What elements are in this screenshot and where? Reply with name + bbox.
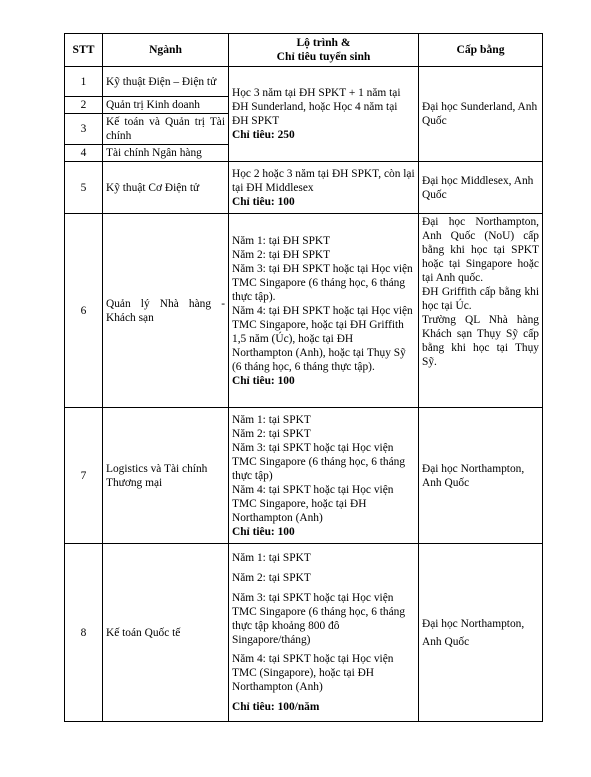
route-line: Năm 4: tại ĐH SPKT hoặc tại Học viện TMC Singapore, hoặc tại ĐH Griffith 1,5 năm (Úc), hoặc tại ĐH Northampton (Anh), hoặc tại Thụy Sỹ (6 tháng học, 6 tháng thực tập). xyxy=(232,304,413,373)
route-line: Năm 3: tại SPKT hoặc tại Học viện TMC Singapore (6 tháng học, 6 tháng thực tập) xyxy=(232,441,406,482)
quota-text: Chỉ tiêu: 250 xyxy=(232,129,295,141)
quota-text: Chỉ tiêu: 100 xyxy=(232,525,295,538)
stt-cell: 8 xyxy=(65,544,103,722)
route-line: Năm 2: tại ĐH SPKT xyxy=(232,248,331,261)
table-row xyxy=(65,162,543,214)
stt-cell: 5 xyxy=(65,162,103,214)
route-line: Năm 4: tại SPKT hoặc tại Học viện TMC Singapore, hoặc tại ĐH Northampton (Anh) xyxy=(232,483,394,524)
nganh-cell: Quản trị Kinh doanh xyxy=(103,97,229,114)
route-cell xyxy=(229,67,419,162)
table-row xyxy=(65,408,543,544)
route-text: Học 3 năm tại ĐH SPKT + 1 năm tại ĐH Sunderland, hoặc Học 4 năm tại ĐH SPKT xyxy=(232,87,401,127)
nganh-cell: Quản lý Nhà hàng - Khách sạn xyxy=(103,214,229,408)
degree-cell: Đại học Sunderland, Anh Quốc xyxy=(419,67,543,162)
degree-line: Đại học Northampton, Anh Quốc (NoU) cấp bằng khi học tại SPKT hoặc tại Singapore hoặc tại Anh quốc. xyxy=(422,216,539,284)
quota-text: Chỉ tiêu: 100/năm xyxy=(232,700,320,713)
stt-cell: 7 xyxy=(65,408,103,544)
header-lotrinh-line2: Chỉ tiêu tuyển sinh xyxy=(276,50,371,63)
header-nganh: Ngành xyxy=(103,34,229,67)
stt-cell: 1 xyxy=(65,67,103,97)
route-cell xyxy=(229,408,419,544)
route-line: Năm 2: tại SPKT xyxy=(232,571,311,584)
header-capbang: Cấp bằng xyxy=(419,34,543,67)
route-line: Năm 1: tại SPKT xyxy=(232,552,311,565)
stt-cell: 6 xyxy=(65,214,103,408)
table-header-row xyxy=(65,34,543,67)
route-cell xyxy=(229,162,419,214)
degree-cell: Đại học Middlesex, Anh Quốc xyxy=(419,162,543,214)
nganh-cell: Logistics và Tài chính Thương mại xyxy=(103,408,229,544)
stt-cell: 4 xyxy=(65,145,103,162)
quota-text: Chỉ tiêu: 100 xyxy=(232,195,295,208)
route-line: Năm 4: tại SPKT hoặc tại Học viện TMC (Singapore), hoặc tại ĐH Northampton (Anh) xyxy=(232,653,394,694)
degree-line: Trường QL Nhà hàng Khách sạn Thụy Sỹ cấp bằng khi học tại Thụy Sỹ. xyxy=(422,314,539,368)
degree-cell: Đại học Northampton, Anh Quốc xyxy=(419,544,543,722)
nganh-cell: Kỹ thuật Điện – Điện tử xyxy=(103,67,229,97)
route-line: Năm 3: tại ĐH SPKT hoặc tại Học viện TMC Singapore (6 tháng học, 6 tháng thực tập). xyxy=(232,262,413,303)
route-line: Năm 1: tại SPKT xyxy=(232,413,311,426)
route-cell xyxy=(229,544,419,722)
route-text: Học 2 hoặc 3 năm tại ĐH SPKT, còn lại tại ĐH Middlesex xyxy=(232,167,415,194)
nganh-cell: Kế toán và Quản trị Tài chính xyxy=(103,114,229,145)
table-row xyxy=(65,214,543,408)
header-lotrinh-line1: Lộ trình & xyxy=(296,36,351,49)
nganh-cell: Kỹ thuật Cơ Điện tử xyxy=(103,162,229,214)
program-table xyxy=(64,33,543,722)
table-row xyxy=(65,544,543,722)
degree-cell: Đại học Northampton, Anh Quốc xyxy=(419,408,543,544)
header-stt: STT xyxy=(65,34,103,67)
nganh-cell: Tài chính Ngân hàng xyxy=(103,145,229,162)
quota-text: Chỉ tiêu: 100 xyxy=(232,374,295,387)
degree-cell xyxy=(419,214,543,408)
degree-line: ĐH Griffith cấp bằng khi học tại Úc. xyxy=(422,286,539,312)
stt-cell: 3 xyxy=(65,114,103,145)
header-lotrinh xyxy=(229,34,419,67)
table-row xyxy=(65,67,543,97)
route-cell xyxy=(229,214,419,408)
route-line: Năm 3: tại SPKT hoặc tại Học viện TMC Singapore (6 tháng học, 6 tháng thực tập khoảng 800 đô Singapore/tháng) xyxy=(232,591,406,646)
stt-cell: 2 xyxy=(65,97,103,114)
nganh-cell: Kế toán Quốc tế xyxy=(103,544,229,722)
route-line: Năm 2: tại SPKT xyxy=(232,427,311,440)
route-line: Năm 1: tại ĐH SPKT xyxy=(232,234,331,247)
